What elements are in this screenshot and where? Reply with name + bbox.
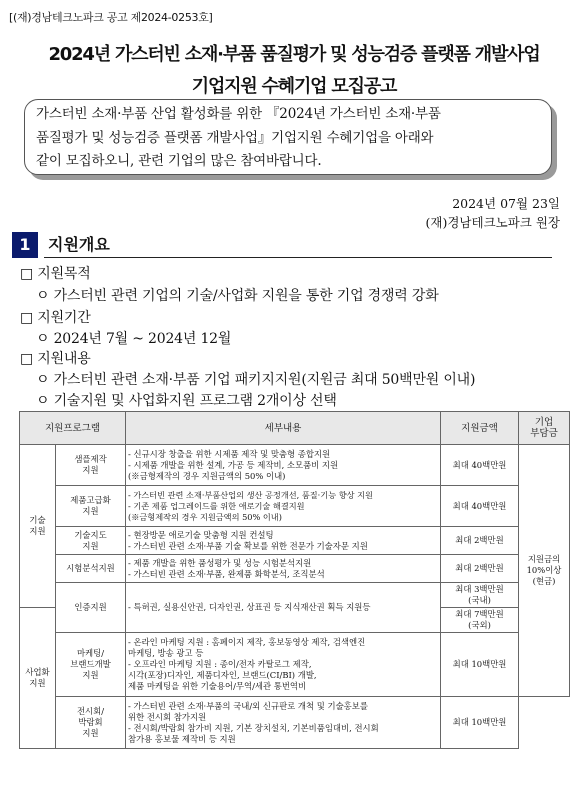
table-header-row [20, 412, 570, 445]
program-amount-domestic: 최대 3백만원 (국내) [441, 583, 519, 608]
content-item-selection: ㅇ 기술지원 및 사업화지원 프로그램 2개이상 선택 [36, 393, 337, 409]
purpose-heading: □ 지원목적 [20, 266, 91, 282]
period-item: ㅇ 2024년 7월 ~ 2024년 12월 [36, 331, 232, 347]
program-amount: 최대 10백만원 [441, 633, 519, 697]
company-burden: 지원금의 10%이상 (현금) [519, 445, 570, 697]
section-number: 1 [12, 232, 38, 258]
program-name: 마케팅/ 브랜드개발 지원 [56, 633, 126, 697]
notice-title: 2024년 가스터빈 소재·부품 품질평가 및 성능검증 플랫폼 개발사업 [48, 44, 540, 65]
program-amount: 최대 10백만원 [441, 697, 519, 749]
program-name: 전시회/ 박람회 지원 [56, 697, 126, 749]
group-biz-support: 사업화 지원 [20, 608, 56, 749]
program-name: 샘플제작 지원 [56, 445, 126, 486]
header-amount: 지원금액 [441, 412, 519, 445]
program-amount: 최대 2백만원 [441, 527, 519, 555]
purpose-item: ㅇ 가스터빈 관련 기업의 기술/사업화 지원을 통한 기업 경쟁력 강화 [36, 288, 439, 304]
section-underline [44, 257, 552, 258]
header-detail: 세부내용 [126, 412, 441, 445]
program-name: 제품고급화 지원 [56, 486, 126, 527]
program-detail: - 신규시장 창출을 위한 시제품 제작 및 맞춤형 종합지원 - 시제품 개발을 위한 설계, 가공 등 제작비, 소모품비 지원 (※금형제작의 경우 지원금액의 50% 이내) [126, 445, 441, 486]
program-name: 인증지원 [56, 583, 126, 633]
content-item-package: ㅇ 가스터빈 관련 소재·부품 기업 패키지지원(지원금 최대 50백만원 이내) [36, 372, 476, 388]
issue-date: 2024년 07월 23일 [452, 196, 560, 211]
program-detail: - 현장방문 애로기술 맞춤형 지원 컨설팅 - 가스터빈 관련 소재·부품 기술 확보를 위한 전문가 기술자문 지원 [126, 527, 441, 555]
notice-subtitle: 기업지원 수혜기업 모집공고 [191, 76, 397, 97]
table-row [20, 445, 570, 486]
table-row [20, 527, 570, 555]
header-burden: 기업 부담금 [519, 412, 570, 445]
table-row [20, 486, 570, 527]
program-amount-foreign: 최대 7백만원 (국외) [441, 608, 519, 633]
program-amount: 최대 40백만원 [441, 445, 519, 486]
program-amount: 최대 2백만원 [441, 555, 519, 583]
period-heading: □ 지원기간 [20, 310, 91, 326]
table-row [20, 583, 570, 608]
program-name: 시험분석지원 [56, 555, 126, 583]
section-title: 지원개요 [48, 235, 110, 254]
program-detail: - 특허권, 실용신안권, 디자인권, 상표권 등 지식재산권 획득 지원등 [126, 583, 441, 633]
header-program: 지원프로그램 [20, 412, 126, 445]
support-program-table [19, 411, 570, 749]
issuer-name: (재)경남테크노파크 원장 [425, 215, 560, 230]
table-row [20, 555, 570, 583]
program-amount: 최대 40백만원 [441, 486, 519, 527]
table-row [20, 697, 570, 749]
program-detail: - 가스터빈 관련 소재·부품의 국내/외 신규판로 개척 및 기술홍보를 위한 전시회 참가지원 - 전시회/박람회 참가비 지원, 기본 장치설치, 기본비품임대비, 전시회 참가용 홍보물 제작비 등 지원 [126, 697, 441, 749]
table-row [20, 633, 570, 697]
intro-text: 가스터빈 소재·부품 산업 활성화를 위한 『2024년 가스터빈 소재·부품 품질평가 및 성능검증 플랫폼 개발사업』기업지원 수혜기업을 아래와 같이 모집하오니, 관련 기업의 많은 참여바랍니다. [36, 106, 441, 169]
program-detail: - 가스터빈 관련 소재·부품산업의 생산 공정개선, 품질·기능 향상 지원 - 기존 제품 업그레이드를 위한 애로기술 해결지원 (※금형제작의 경우 지원금액의 50% 이내) [126, 486, 441, 527]
document-number: [(재)경남테크노파크 공고 제2024-0253호] [9, 11, 213, 24]
program-detail: - 온라인 마케팅 지원 : 홈페이지 제작, 홍보동영상 제작, 검색엔진 마케팅, 방송 광고 등 - 오프라인 마케팅 지원 : 종이/전자 카탈로그 제작, 시각(포장)디자인, 제품디자인, 브랜드(CI/BI) 개발, 제품 마케팅을 위한 기술용어/무역/세관 통번역비 [126, 633, 441, 697]
section-header [12, 232, 576, 258]
content-heading: □ 지원내용 [20, 351, 91, 367]
issue-date-block [426, 194, 560, 232]
program-detail: - 제품 개발을 위한 품성평가 및 성능 시험분석지원 - 가스터빈 관련 소재·부품, 완제품 화학분석, 조직분석 [126, 555, 441, 583]
program-name: 기술지도 지원 [56, 527, 126, 555]
group-tech-support: 기술 지원 [20, 445, 56, 608]
